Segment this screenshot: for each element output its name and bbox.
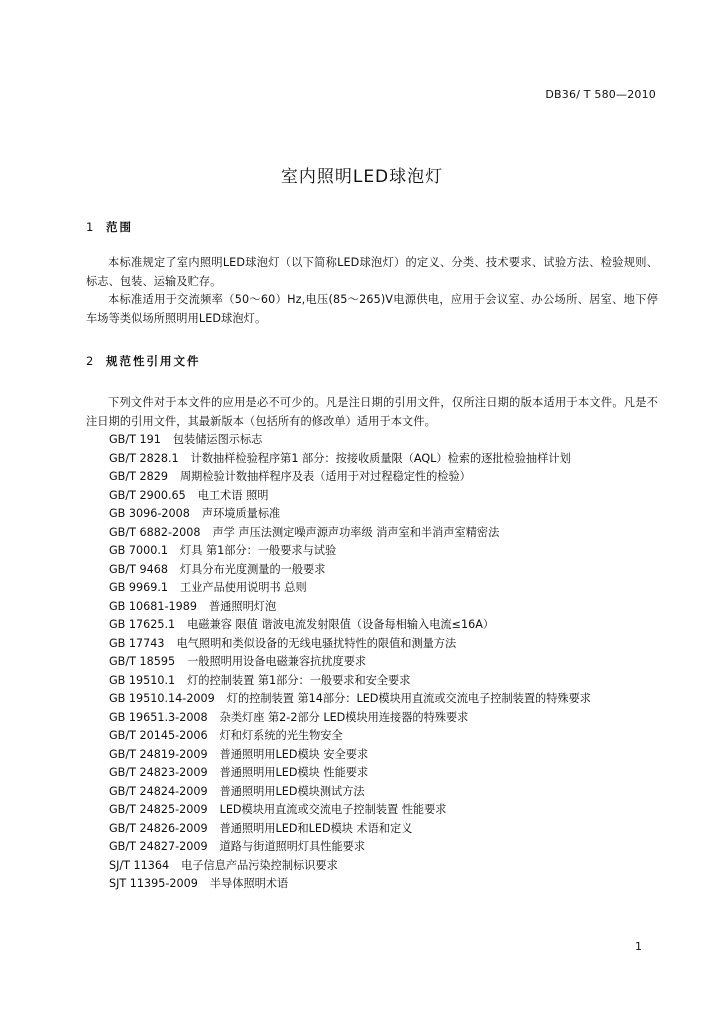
reference-item (109, 764, 658, 783)
reference-item (109, 783, 658, 802)
reference-title: 周期检验计数抽样程序及表（适用于对过程稳定性的检验） (179, 470, 471, 483)
reference-code: GB 17625.1 (109, 618, 176, 631)
reference-title: 声环境质量标准 (201, 507, 281, 520)
reference-title: 半导体照明术语 (209, 877, 289, 890)
reference-item (109, 487, 658, 506)
reference-item (109, 746, 658, 765)
reference-item (109, 635, 658, 654)
reference-title: 电子信息产品污染控制标识要求 (181, 858, 338, 872)
reference-code: GB/T 24826-2009 (109, 821, 208, 835)
reference-code: GB/T 191 (109, 433, 161, 446)
reference-title: 声学 声压法测定噪声源声功率级 消声室和半消声室精密法 (212, 525, 500, 539)
reference-item (109, 450, 658, 469)
section-number: 1 (86, 220, 94, 234)
section-heading (86, 352, 658, 370)
reference-item (109, 542, 658, 561)
reference-code: SJ/T 11364 (109, 858, 170, 872)
reference-item (109, 875, 658, 894)
reference-code: GB 19510.1 (109, 673, 176, 687)
reference-title: 道路与街道照明灯具性能要求 (219, 840, 366, 853)
reference-item (109, 598, 658, 617)
reference-title: 灯具 第1部分：一般要求与试验 (180, 544, 337, 557)
paragraph: 下列文件对于本文件的应用是必不可少的。凡是注日期的引用文件，仅所注日期的版本适用于本文件。凡是不注日期的引用文件，其最新版本（包括所有的修改单）适用于本文件。 (86, 396, 658, 428)
reference-item (109, 857, 658, 876)
reference-item (109, 820, 658, 839)
reference-code: GB/T 2829 (109, 470, 168, 483)
reference-code: GB 3096-2008 (109, 507, 190, 520)
reference-title: 普通照明用LED模块 性能要求 (219, 766, 369, 779)
section-body (86, 394, 658, 894)
document-title: 室内照明LED球泡灯 (280, 167, 444, 187)
reference-code: GB/T 2828.1 (109, 451, 179, 465)
reference-code: GB/T 24825-2009 (109, 803, 208, 816)
reference-item (109, 579, 658, 598)
reference-title: 灯的控制装置 第1部分：一般要求和安全要求 (187, 673, 411, 687)
reference-title: 杂类灯座 第2-2部分 LED模块用连接器的特殊要求 (219, 710, 469, 724)
reference-title: 普通照明灯泡 (209, 599, 277, 613)
reference-code: GB/T 24819-2009 (109, 747, 208, 761)
section-scope (86, 218, 658, 328)
reference-item (109, 468, 658, 487)
reference-title: 包装储运图示标志 (172, 433, 263, 446)
section-title: 规范性引用文件 (106, 354, 201, 368)
reference-title: 灯具分布光度测量的一般要求 (179, 562, 326, 576)
section-body (86, 254, 658, 328)
reference-item (109, 524, 658, 543)
section-heading (86, 218, 658, 236)
reference-item (109, 727, 658, 746)
reference-item (109, 838, 658, 857)
reference-title: 普通照明用LED模块测试方法 (219, 784, 365, 798)
section-number: 2 (86, 354, 94, 368)
reference-code: GB/T 24824-2009 (109, 784, 208, 798)
reference-title: 普通照明用LED模块 安全要求 (219, 747, 369, 761)
reference-item (109, 505, 658, 524)
reference-code: GB 10681-1989 (109, 599, 197, 613)
reference-code: GB/T 18595 (109, 655, 176, 668)
reference-item (109, 653, 658, 672)
reference-title: 普通照明用LED和LED模块 术语和定义 (219, 821, 413, 835)
document-code: DB36/ T 580—2010 (545, 88, 656, 101)
reference-item (109, 801, 658, 820)
reference-item (109, 616, 658, 635)
paragraph: 本标准规定了室内照明LED球泡灯（以下简称LED球泡灯）的定义、分类、技术要求、试验方法、检验规则、标志、包装、运输及贮存。 (86, 256, 658, 288)
reference-code: GB/T 20145-2006 (109, 729, 208, 742)
reference-code: GB/T 9468 (109, 562, 168, 576)
reference-code: GB/T 6882-2008 (109, 525, 201, 539)
reference-code: GB/T 2900.65 (109, 488, 186, 502)
reference-item (109, 561, 658, 580)
reference-title: 灯和灯系统的光生物安全 (219, 729, 343, 742)
section-title: 范围 (106, 220, 133, 234)
reference-title: 电气照明和类似设备的无线电骚扰特性的限值和测量方法 (176, 636, 457, 650)
reference-item (109, 709, 658, 728)
reference-title: 一般照明用设备电磁兼容抗扰度要求 (187, 655, 367, 668)
reference-item (109, 672, 658, 691)
reference-title: 灯的控制装置 第14部分：LED模块用直流或交流电子控制装置的特殊要求 (226, 692, 591, 705)
paragraph: 本标准适用于交流频率（50～60）Hz,电压(85～265)V电源供电，应用于会议室、办公场所、居室、地下停车场等类似场所照明用LED球泡灯。 (86, 293, 658, 325)
reference-title: LED模块用直流或交流电子控制装置 性能要求 (219, 803, 447, 816)
reference-item (109, 431, 658, 450)
page-number: 1 (635, 940, 642, 953)
reference-code: GB 9969.1 (109, 581, 169, 594)
reference-list (86, 431, 658, 894)
reference-code: GB 19510.14-2009 (109, 692, 215, 705)
reference-code: SJT 11395-2009 (109, 877, 198, 890)
reference-title: 电工术语 照明 (197, 488, 269, 502)
reference-code: GB 7000.1 (109, 544, 169, 557)
section-normative-references (86, 352, 658, 894)
reference-code: GB/T 24823-2009 (109, 766, 208, 779)
reference-title: 工业产品使用说明书 总则 (180, 581, 307, 594)
reference-item (109, 690, 658, 709)
reference-code: GB 17743 (109, 636, 165, 650)
reference-code: GB 19651.3-2008 (109, 710, 208, 724)
reference-title: 电磁兼容 限值 谐波电流发射限值（设备每相输入电流≤16A） (187, 618, 495, 631)
reference-title: 计数抽样检验程序第1 部分：按接收质量限（AQL）检索的逐批检验抽样计划 (190, 451, 571, 465)
reference-code: GB/T 24827-2009 (109, 840, 208, 853)
